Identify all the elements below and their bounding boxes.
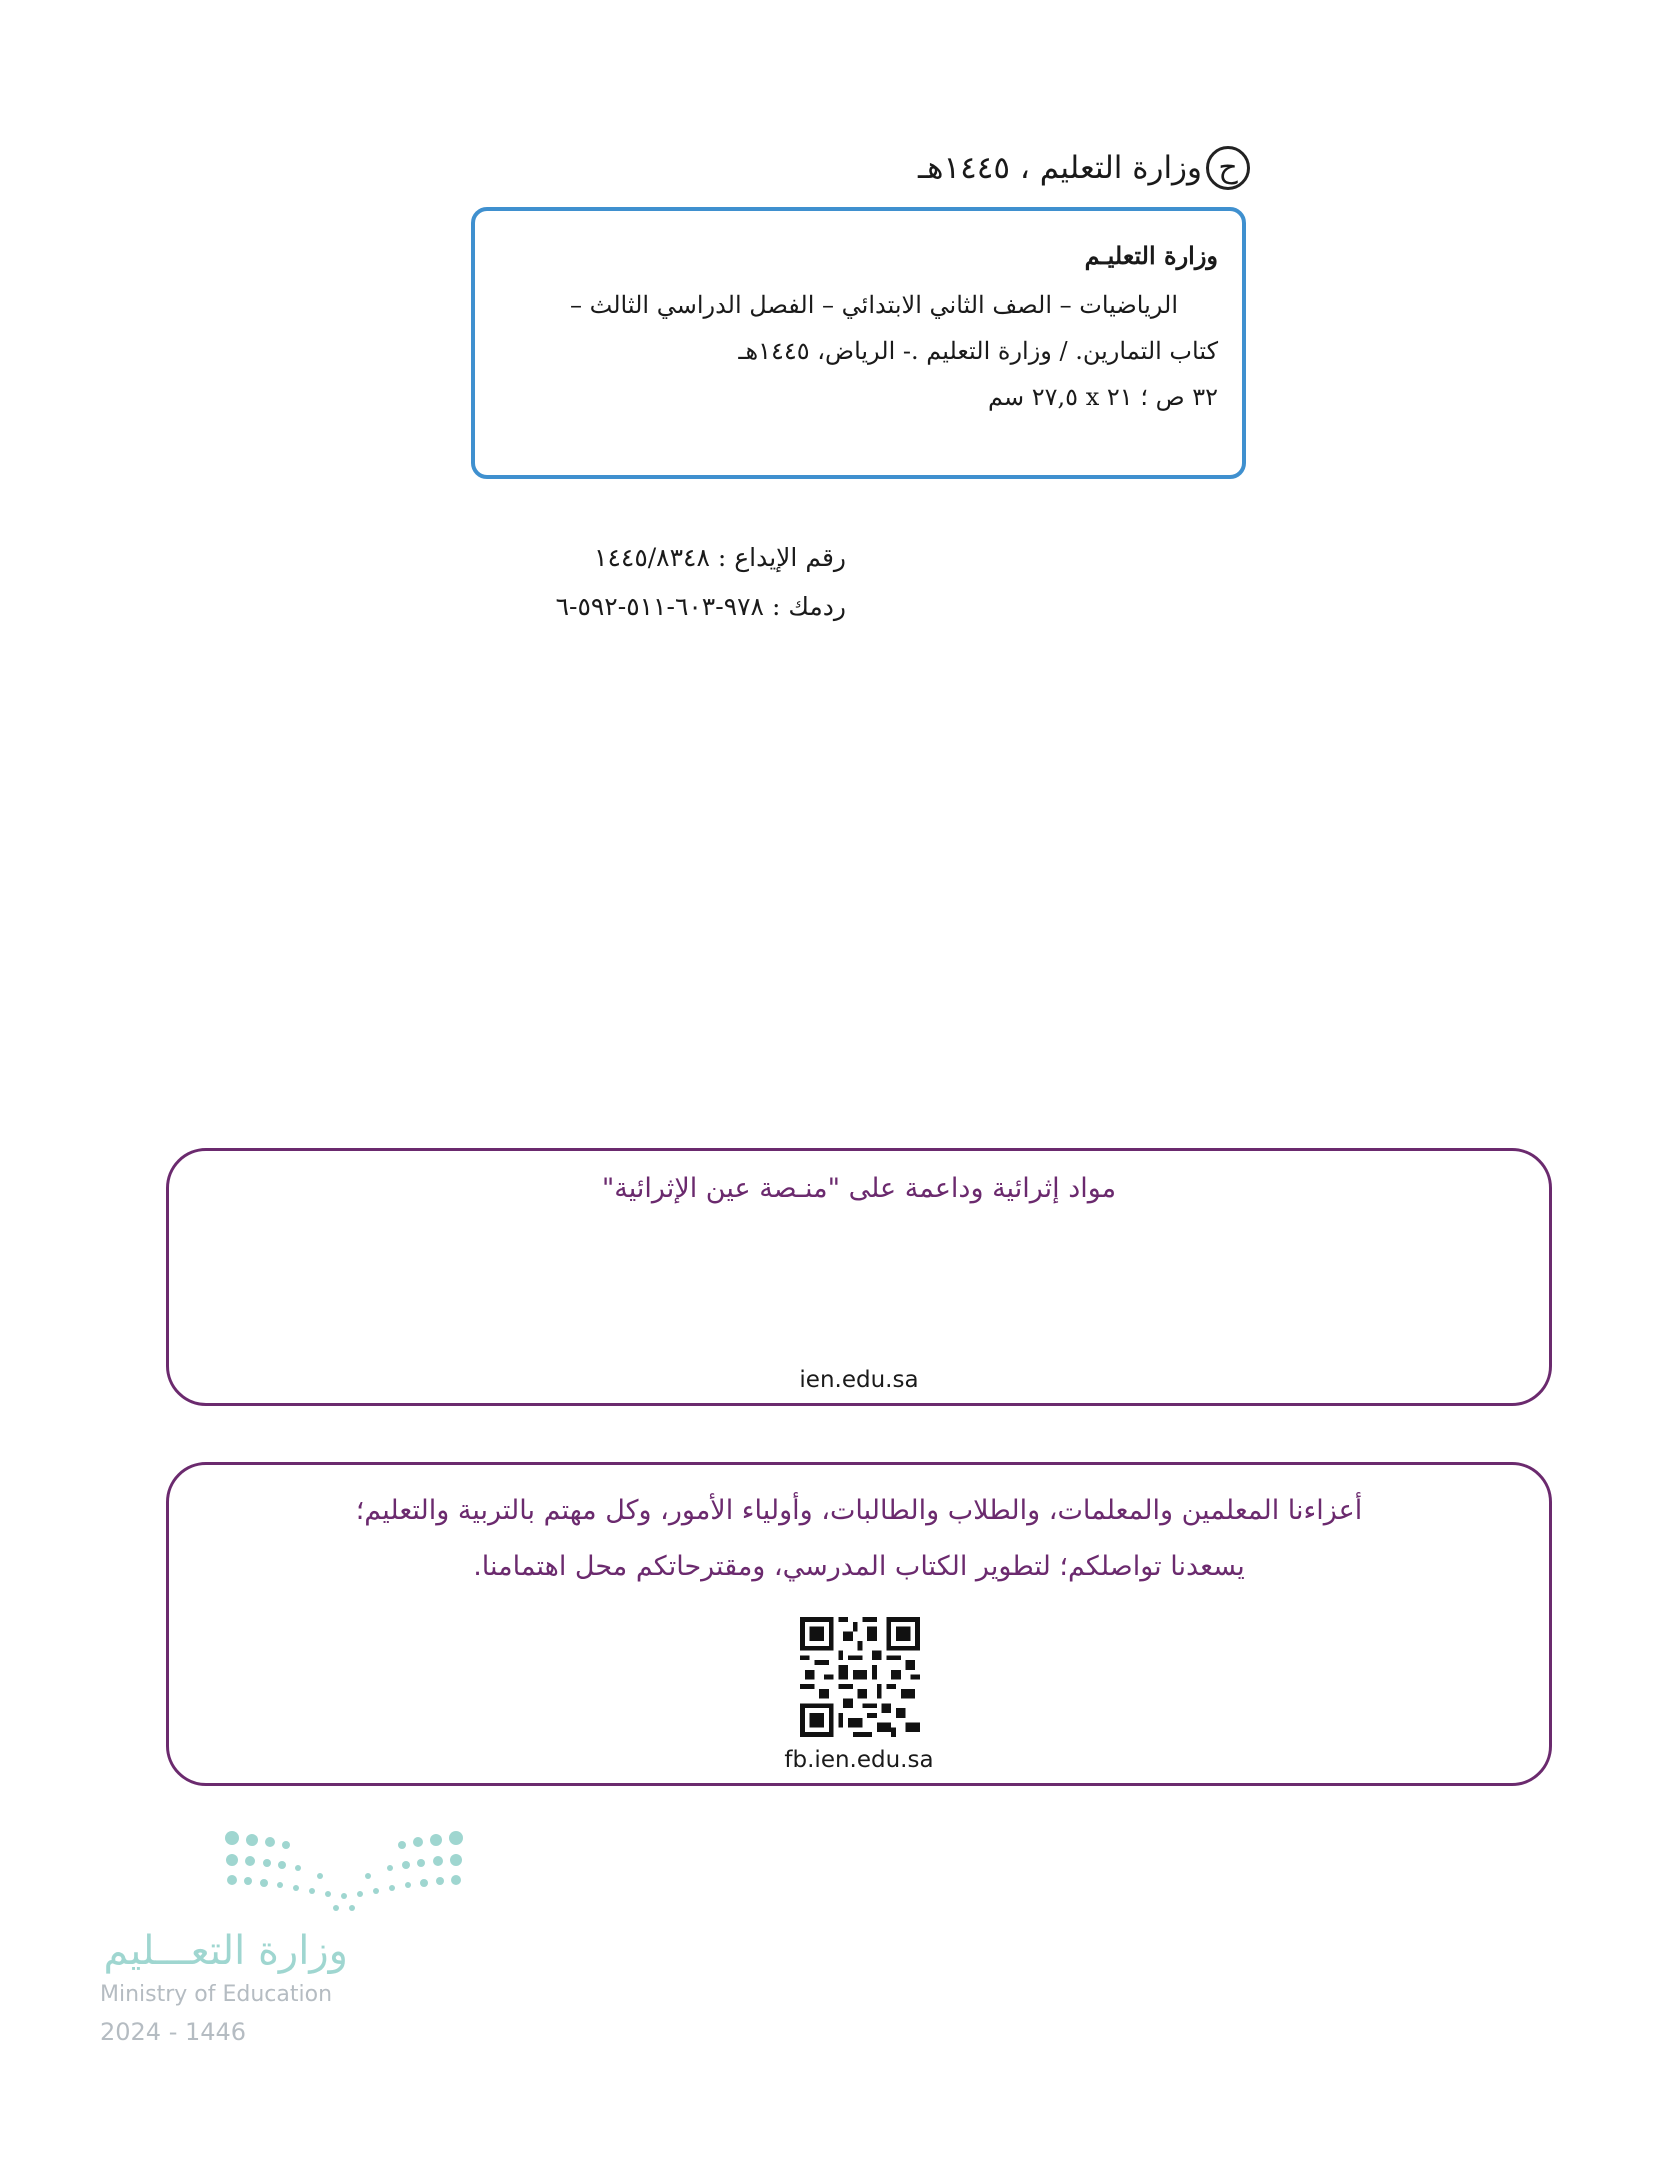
catalog-line-3: ٣٢ ص ؛ ٢١ x ٢٧,٥ سم	[988, 383, 1218, 411]
qr-code-icon[interactable]	[800, 1617, 920, 1737]
ministry-logo-english: Ministry of Education	[100, 1982, 333, 2007]
isbn-number: ردمك : ٩٧٨-٦٠٣-٥١١-٥٩٢-٦	[555, 592, 846, 621]
catalog-box	[471, 207, 1246, 479]
enrichment-url[interactable]: ien.edu.sa	[799, 1367, 919, 1393]
catalog-line-2: كتاب التمارين. / وزارة التعليم .- الرياض، ١٤٤٥هـ	[738, 337, 1218, 365]
feedback-url[interactable]: fb.ien.edu.sa	[784, 1747, 934, 1773]
ministry-logo-year: 2024 - 1446	[100, 2018, 247, 2046]
deposit-label: رقم الإيداع	[734, 543, 846, 572]
ministry-logo-icon	[220, 1828, 468, 1912]
feedback-line-1: أعزاءنا المعلمين والمعلمات، والطلاب والطالبات، وأولياء الأمور، وكل مهتم بالتربية والتعليم؛	[355, 1495, 1363, 1526]
deposit-number: رقم الإيداع : ١٤٤٥/٨٣٤٨	[594, 543, 846, 572]
feedback-line-2: يسعدنا تواصلكم؛ لتطوير الكتاب المدرسي، ومقترحاتكم محل اهتمامنا.	[473, 1551, 1245, 1582]
enrichment-text: مواد إثرائية وداعمة على "منـصة عين الإثرائية"	[601, 1173, 1117, 1204]
ministry-logo-arabic: وزارة التعـــليم	[103, 1928, 348, 1974]
catalog-line-1: الرياضيات – الصف الثاني الابتدائي – الفصل الدراسي الثالث –	[570, 291, 1178, 319]
isbn-value: ٩٧٨-٦٠٣-٥١١-٥٩٢-٦	[555, 592, 764, 621]
copyright-mark: ح	[1206, 146, 1250, 190]
enrichment-box	[166, 1148, 1552, 1406]
copyright-text: وزارة التعليم ، ١٤٤٥هـ	[918, 150, 1202, 186]
isbn-label: ردمك	[788, 592, 846, 621]
catalog-title: وزارة التعليـم	[1084, 241, 1218, 270]
deposit-value: ١٤٤٥/٨٣٤٨	[594, 543, 710, 572]
copyright-line	[880, 140, 1250, 196]
